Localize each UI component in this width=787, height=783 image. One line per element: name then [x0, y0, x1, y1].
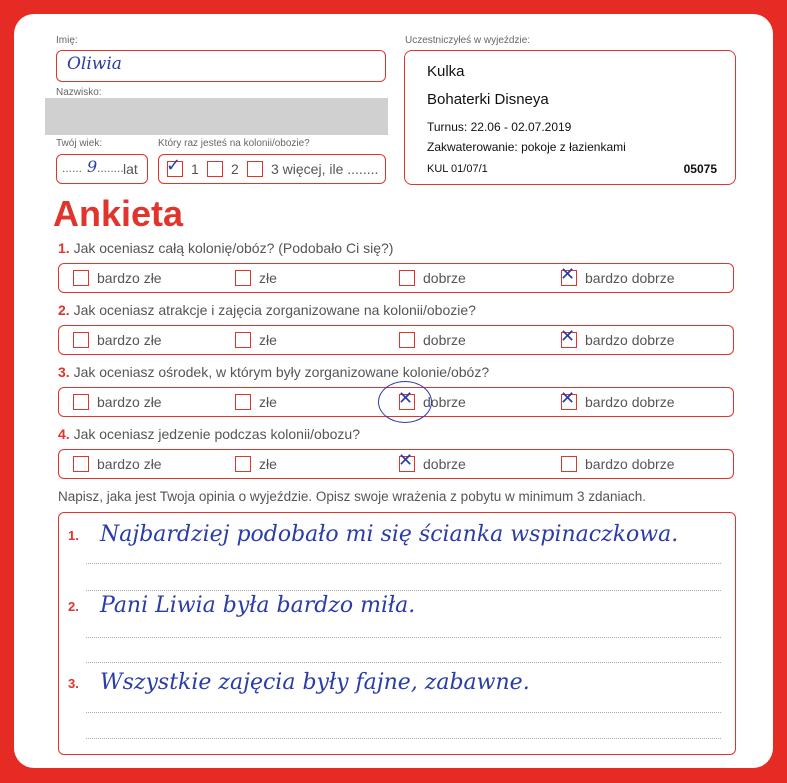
- turnus-value: 22.06 - 02.07.2019: [470, 120, 572, 134]
- times-option-1[interactable]: [166, 155, 199, 178]
- times-label: Który raz jesteś na kolonii/obozie?: [158, 138, 310, 149]
- name-field[interactable]: [56, 50, 386, 82]
- rating-option-label: bardzo złe: [97, 270, 162, 286]
- rating-option[interactable]: [73, 331, 162, 349]
- question-4: [58, 426, 360, 442]
- age-field[interactable]: [56, 154, 148, 184]
- rating-checkbox[interactable]: [73, 394, 89, 410]
- question-1: [58, 240, 393, 256]
- rating-option[interactable]: [73, 455, 162, 473]
- rating-checkbox[interactable]: [560, 326, 577, 348]
- times-field: [158, 154, 386, 184]
- rating-checkbox[interactable]: [560, 264, 577, 286]
- times-option-3[interactable]: [247, 160, 378, 178]
- circled-mark: [378, 381, 432, 423]
- rating-option-label: złe: [259, 394, 277, 410]
- page-title: Ankieta: [53, 193, 184, 234]
- times-option-label: 1: [191, 161, 199, 177]
- participant-line-1: Kulka: [427, 63, 465, 80]
- rating-option[interactable]: [561, 455, 675, 473]
- rating-checkbox[interactable]: [399, 332, 415, 348]
- answer-text: Najbardziej podobało mi się ścianka wspinaczkowa.: [100, 522, 679, 547]
- rating-option[interactable]: [235, 269, 277, 287]
- times-checkbox-2[interactable]: [207, 161, 223, 177]
- question-number: 4.: [58, 426, 70, 442]
- rating-option[interactable]: [73, 269, 162, 287]
- surname-label: Nazwisko:: [56, 87, 102, 98]
- rating-option-label: bardzo złe: [97, 332, 162, 348]
- rating-option[interactable]: [73, 393, 162, 411]
- rating-option[interactable]: [398, 388, 466, 411]
- rating-checkbox[interactable]: [235, 456, 251, 472]
- rating-option-label: złe: [259, 456, 277, 472]
- question-text: Jak oceniasz całą kolonię/obóz? (Podobało Ci się?): [73, 240, 394, 256]
- writing-line: [86, 738, 721, 739]
- writing-line: [86, 712, 721, 713]
- rating-option[interactable]: [235, 455, 277, 473]
- age-unit: lat: [123, 161, 138, 177]
- participant-label: Uczestniczyłeś w wyjeździe:: [405, 35, 531, 46]
- answer-number: 3.: [68, 676, 79, 691]
- check-mark: ✕: [560, 326, 576, 347]
- writing-line: [86, 637, 721, 638]
- stay-label: Zakwaterowanie:: [427, 140, 518, 154]
- answer-text: Pani Liwia była bardzo miła.: [100, 593, 416, 618]
- rating-option[interactable]: [235, 393, 277, 411]
- rating-option-label: bardzo dobrze: [585, 456, 675, 472]
- check-mark: ✕: [398, 450, 414, 471]
- rating-option[interactable]: [399, 331, 466, 349]
- rating-checkbox[interactable]: [398, 388, 415, 410]
- rating-option-label: bardzo złe: [97, 456, 162, 472]
- rating-option-label: bardzo złe: [97, 394, 162, 410]
- question-text: Jak oceniasz ośrodek, w którym były zorganizowane kolonie/obóz?: [73, 364, 490, 380]
- writing-line: [86, 662, 721, 663]
- question-text: Jak oceniasz atrakcje i zajęcia zorganizowane na kolonii/obozie?: [73, 302, 476, 318]
- answer-text: Wszystkie zajęcia były fajne, zabawne.: [100, 670, 530, 695]
- times-option-2[interactable]: [207, 160, 239, 178]
- age-dots-right: ........: [97, 161, 124, 175]
- rating-checkbox[interactable]: [235, 332, 251, 348]
- opinion-box: [58, 512, 736, 755]
- rating-option[interactable]: [560, 326, 675, 349]
- writing-line: [86, 590, 721, 591]
- rating-option-label: bardzo dobrze: [585, 332, 675, 348]
- age-value: 9: [87, 157, 98, 176]
- rating-checkbox[interactable]: [235, 394, 251, 410]
- question-number: 1.: [58, 240, 70, 256]
- rating-option[interactable]: [560, 388, 675, 411]
- check-mark: ✕: [560, 264, 576, 285]
- age-label: Twój wiek:: [56, 138, 103, 149]
- times-checkbox-1[interactable]: [166, 155, 183, 177]
- stay-value: pokoje z łazienkami: [521, 140, 626, 154]
- name-label: Imię:: [56, 35, 78, 46]
- rating-checkbox[interactable]: [73, 270, 89, 286]
- rating-row-3: [58, 387, 734, 417]
- rating-option-label: dobrze: [423, 456, 466, 472]
- times-option-label: 2: [231, 161, 239, 177]
- rating-option[interactable]: [398, 450, 466, 473]
- participant-code: KUL 01/07/1: [427, 163, 488, 175]
- participant-line-2: Bohaterki Disneya: [427, 91, 549, 108]
- rating-option[interactable]: [235, 331, 277, 349]
- rating-row-2: [58, 325, 734, 355]
- times-option-label: 3 więcej, ile ........: [271, 161, 379, 177]
- rating-row-1: [58, 263, 734, 293]
- rating-option[interactable]: [399, 269, 466, 287]
- rating-checkbox[interactable]: [235, 270, 251, 286]
- answer-number: 1.: [68, 528, 79, 543]
- rating-option-label: bardzo dobrze: [585, 270, 675, 286]
- name-value: Oliwia: [67, 54, 122, 74]
- rating-option-label: dobrze: [423, 394, 466, 410]
- question-2: [58, 302, 476, 318]
- question-number: 3.: [58, 364, 70, 380]
- answer-number: 2.: [68, 599, 79, 614]
- rating-option-label: dobrze: [423, 270, 466, 286]
- rating-checkbox[interactable]: [73, 456, 89, 472]
- participant-number: 05075: [683, 162, 717, 176]
- participant-box: [404, 50, 736, 185]
- rating-checkbox[interactable]: [398, 450, 415, 472]
- question-text: Jak oceniasz jedzenie podczas kolonii/obozu?: [73, 426, 360, 442]
- surname-redacted-block: [45, 98, 388, 135]
- rating-option[interactable]: [560, 264, 675, 287]
- turnus-label: Turnus:: [427, 120, 468, 134]
- rating-checkbox[interactable]: [73, 332, 89, 348]
- rating-checkbox[interactable]: [560, 388, 577, 410]
- question-3: [58, 364, 489, 380]
- opinion-prompt: Napisz, jaka jest Twoja opinia o wyjeździe. Opisz swoje wrażenia z pobytu w minimum 3 zdaniach.: [58, 489, 647, 504]
- rating-option-label: dobrze: [423, 332, 466, 348]
- rating-option-label: bardzo dobrze: [585, 394, 675, 410]
- question-number: 2.: [58, 302, 70, 318]
- rating-option-label: złe: [259, 270, 277, 286]
- rating-checkbox[interactable]: [561, 456, 577, 472]
- writing-line: [86, 563, 721, 564]
- rating-row-4: [58, 449, 734, 479]
- age-dots-left: ......: [62, 161, 83, 175]
- check-mark: ✕: [398, 388, 414, 409]
- times-check-mark: ✓: [166, 155, 182, 176]
- rating-option-label: złe: [259, 332, 277, 348]
- rating-checkbox[interactable]: [399, 270, 415, 286]
- check-mark: ✕: [560, 388, 576, 409]
- times-checkbox-3[interactable]: [247, 161, 263, 177]
